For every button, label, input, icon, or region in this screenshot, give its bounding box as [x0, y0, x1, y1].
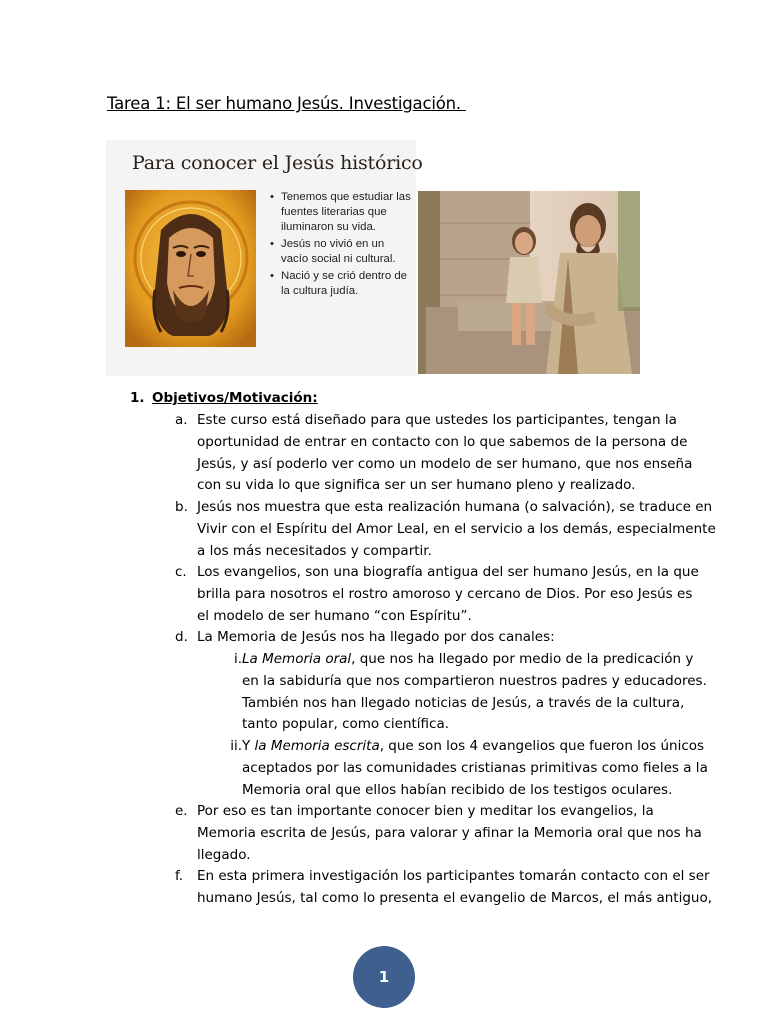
paragraph-line: en la sabiduría que nos compartieron nuestros padres y educadores. [242, 672, 707, 689]
section-label: Objetivos/Motivación: [152, 390, 318, 406]
line-text: , que son los 4 evangelios que fueron los únicos [379, 738, 705, 754]
paragraph-line: La Memoria de Jesús nos ha llegado por dos canales: [197, 629, 555, 645]
paragraph-line: a los más necesitados y compartir. [197, 542, 432, 559]
paragraph-line: humano Jesús, tal como lo presenta el evangelio de Marcos, el más antiguo, [197, 889, 712, 906]
paragraph-line [242, 649, 694, 671]
list-marker: b. [175, 499, 188, 515]
paragraph-line: Vivir con el Espíritu del Amor Leal, en el servicio a los demás, especialmente [197, 520, 716, 537]
paragraph-line: Por eso es tan importante conocer bien y meditar los evangelios, la [197, 803, 654, 819]
paragraph-line: En esta primera investigación los participantes tomarán contacto con el ser [197, 868, 710, 884]
section-number: 1. [130, 390, 145, 406]
section-heading [130, 390, 318, 406]
list-marker: d. [175, 629, 188, 645]
list-item-b [175, 497, 716, 562]
jesus-icon-image [125, 190, 256, 347]
slide-panel [106, 140, 423, 376]
italic-term: La Memoria oral [242, 651, 352, 667]
page-number-badge: 1 [353, 946, 415, 1008]
list-item-e [175, 801, 702, 866]
list-item-f [175, 866, 712, 910]
list-marker: f. [175, 868, 184, 884]
slide-bullet: • Tenemos que estudiar las fuentes literarias que iluminaron su vida. [269, 190, 414, 235]
line-text: , que nos ha llegado por medio de la predicación y [351, 651, 694, 667]
paragraph-line: También nos han llegado noticias de Jesús, a través de la cultura, [242, 694, 685, 711]
document-title: Tarea 1: El ser humano Jesús. Investigación. [107, 94, 466, 113]
paragraph-line: Memoria oral que ellos habían recibido de los testigos oculares. [242, 781, 673, 798]
paragraph-line: aceptados por las comunidades cristianas primitivas como fieles a la [242, 759, 708, 776]
paragraph-line: el modelo de ser humano “con Espíritu”. [197, 607, 472, 624]
list-item-c [175, 562, 699, 627]
sub-item-i [220, 649, 707, 736]
line-prefix: Y [242, 738, 255, 754]
italic-term: la Memoria escrita [254, 738, 380, 754]
paragraph-line: Este curso está diseñado para que ustedes los participantes, tengan la [197, 412, 677, 428]
paragraph-line: oportunidad de entrar en contacto con lo que sabemos de la persona de [197, 433, 688, 450]
slide-bullet-list [269, 190, 414, 301]
paragraph-line: tanto popular, como científica. [242, 716, 450, 733]
paragraph-line: con su vida lo que significa ser un ser humano pleno y realizado. [197, 477, 636, 494]
list-item-d [175, 627, 675, 649]
paragraph-line: llegado. [197, 846, 251, 863]
list-marker: c. [175, 564, 187, 580]
paragraph-line: Jesús, y así poderlo ver como un modelo de ser humano, que nos enseña [197, 455, 693, 472]
list-marker: i. [233, 651, 242, 667]
sub-item-ii [220, 736, 708, 801]
paragraph-line: Jesús nos muestra que esta realización humana (o salvación), se traduce en [197, 499, 713, 515]
paragraph-line: brilla para nosotros el rostro amoroso y cercano de Dios. Por eso Jesús es [197, 585, 693, 602]
jesus-with-child-photo [418, 191, 640, 374]
list-marker: a. [175, 412, 188, 428]
paragraph-line: Memoria escrita de Jesús, para valorar y afinar la Memoria oral que nos ha [197, 824, 702, 841]
slide-figure [106, 140, 640, 376]
slide-bullet: • Jesús no vivió en un vacío social ni cultural. [269, 237, 414, 267]
list-marker: e. [175, 803, 188, 819]
list-marker: ii. [230, 738, 242, 754]
paragraph-line [242, 736, 705, 758]
slide-title: Para conocer el Jesús histórico [132, 152, 423, 174]
list-item-a [175, 410, 693, 497]
paragraph-line: Los evangelios, son una biografía antigua del ser humano Jesús, en la que [197, 564, 699, 580]
slide-bullet: • Nació y se crió dentro de la cultura judía. [269, 269, 414, 299]
